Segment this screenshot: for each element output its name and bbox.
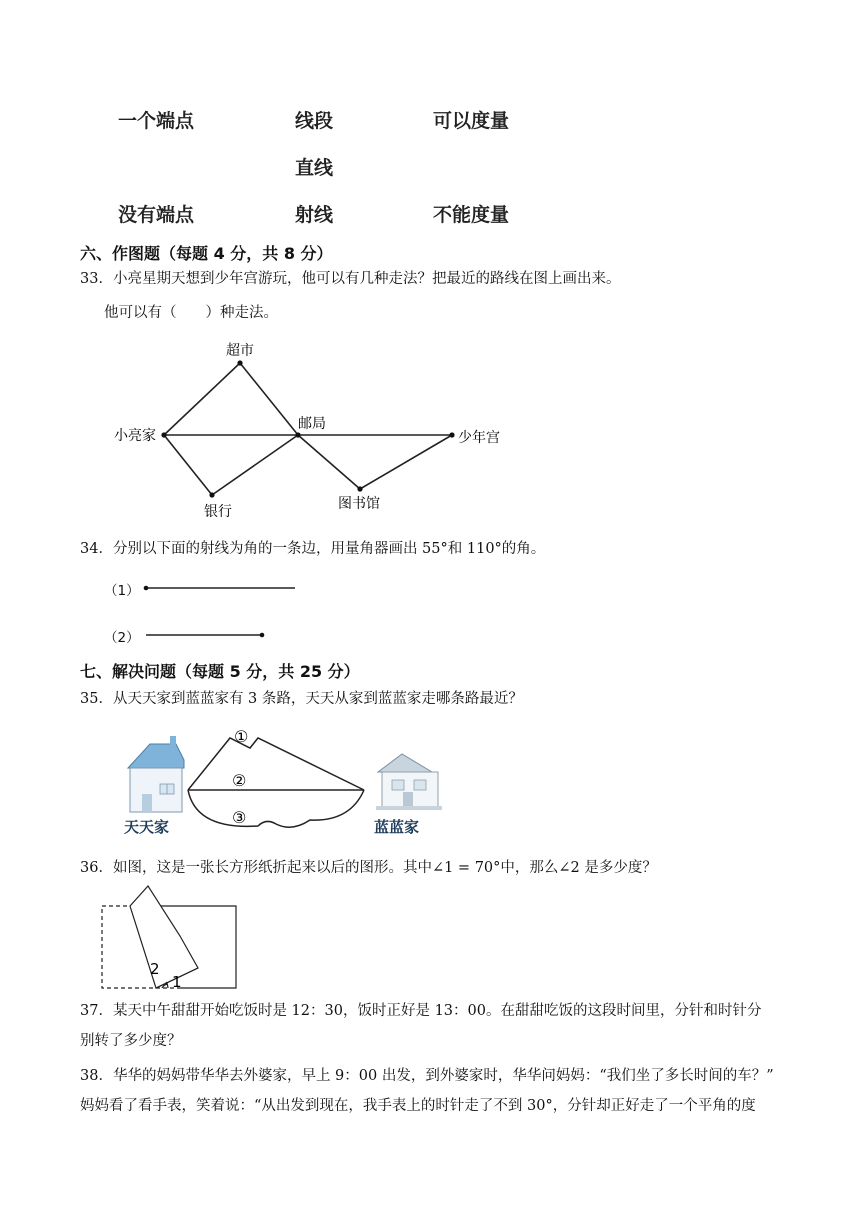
match-left-1: 一个端点 <box>118 110 195 132</box>
q34-item-2: （2） <box>104 630 140 646</box>
q34-item-1: （1） <box>104 583 140 599</box>
q35-text: 35．从天天家到蓝蓝家有 3 条路，天天从家到蓝蓝家走哪条路最近？ <box>80 691 523 707</box>
q38-line-1: 38．华华的妈妈带华华去外婆家，早上 9：00 出发，到外婆家时，华华问妈妈：“我们坐了多长时间的车？” <box>80 1068 774 1084</box>
match-middle-2: 直线 <box>295 157 334 179</box>
route-1-path <box>188 738 364 790</box>
match-right-2: 不能度量 <box>433 204 510 226</box>
angle-2-label: 2 <box>150 960 160 978</box>
house-left-label: 天天家 <box>124 818 170 836</box>
q36-folded-paper-diagram <box>96 884 246 994</box>
match-middle-3: 射线 <box>295 204 334 226</box>
house-right-icon <box>376 754 442 810</box>
house-right-label: 蓝蓝家 <box>374 818 420 836</box>
q34-ray-2 <box>140 627 270 643</box>
match-middle-1: 线段 <box>295 110 334 132</box>
q38-line-2: 妈妈看了看手表，笑着说：“从出发到现在，我手表上的时针走了不到 30°，分针却正好走了一个平角的度 <box>80 1098 756 1114</box>
label-bank: 银行 <box>204 504 232 520</box>
label-library: 图书馆 <box>338 496 380 512</box>
section-7-title: 七、解决问题（每题 5 分，共 25 分） <box>80 662 360 681</box>
q34-text: 34．分别以下面的射线为角的一条边，用量角器画出 55°和 110°的角。 <box>80 541 546 557</box>
angle-1-label: 1 <box>172 973 182 991</box>
match-left-2: 没有端点 <box>118 204 195 226</box>
q37-line-1: 37．某天中午甜甜开始吃饭时是 12：30，饭时正好是 13：00。在甜甜吃饭的这段时间里，分针和时针分 <box>80 1003 762 1019</box>
route-3-label: ③ <box>232 808 247 827</box>
q33-route-map <box>100 335 520 525</box>
q33-answer: 他可以有（ ）种走法。 <box>104 305 278 321</box>
label-post-office: 邮局 <box>298 416 326 432</box>
q36-text: 36．如图，这是一张长方形纸折起来以后的图形。其中∠1 = 70°中，那么∠2 是多少度？ <box>80 860 657 876</box>
label-home: 小亮家 <box>114 428 156 444</box>
section-6-title: 六、作图题（每题 4 分，共 8 分） <box>80 244 333 263</box>
route-2-label: ② <box>232 771 247 790</box>
q34-ray-1 <box>140 580 300 596</box>
q35-route-diagram <box>120 720 450 840</box>
house-left-icon <box>128 736 184 812</box>
q33-text: 33．小亮星期天想到少年宫游玩，他可以有几种走法？把最近的路线在图上画出来。 <box>80 271 621 287</box>
label-supermarket: 超市 <box>226 343 254 359</box>
route-1-label: ① <box>234 727 249 746</box>
route-3-path <box>188 790 364 827</box>
match-right-1: 可以度量 <box>433 110 510 132</box>
q37-line-2: 别转了多少度？ <box>80 1033 182 1049</box>
label-youth-palace: 少年宫 <box>458 430 500 446</box>
